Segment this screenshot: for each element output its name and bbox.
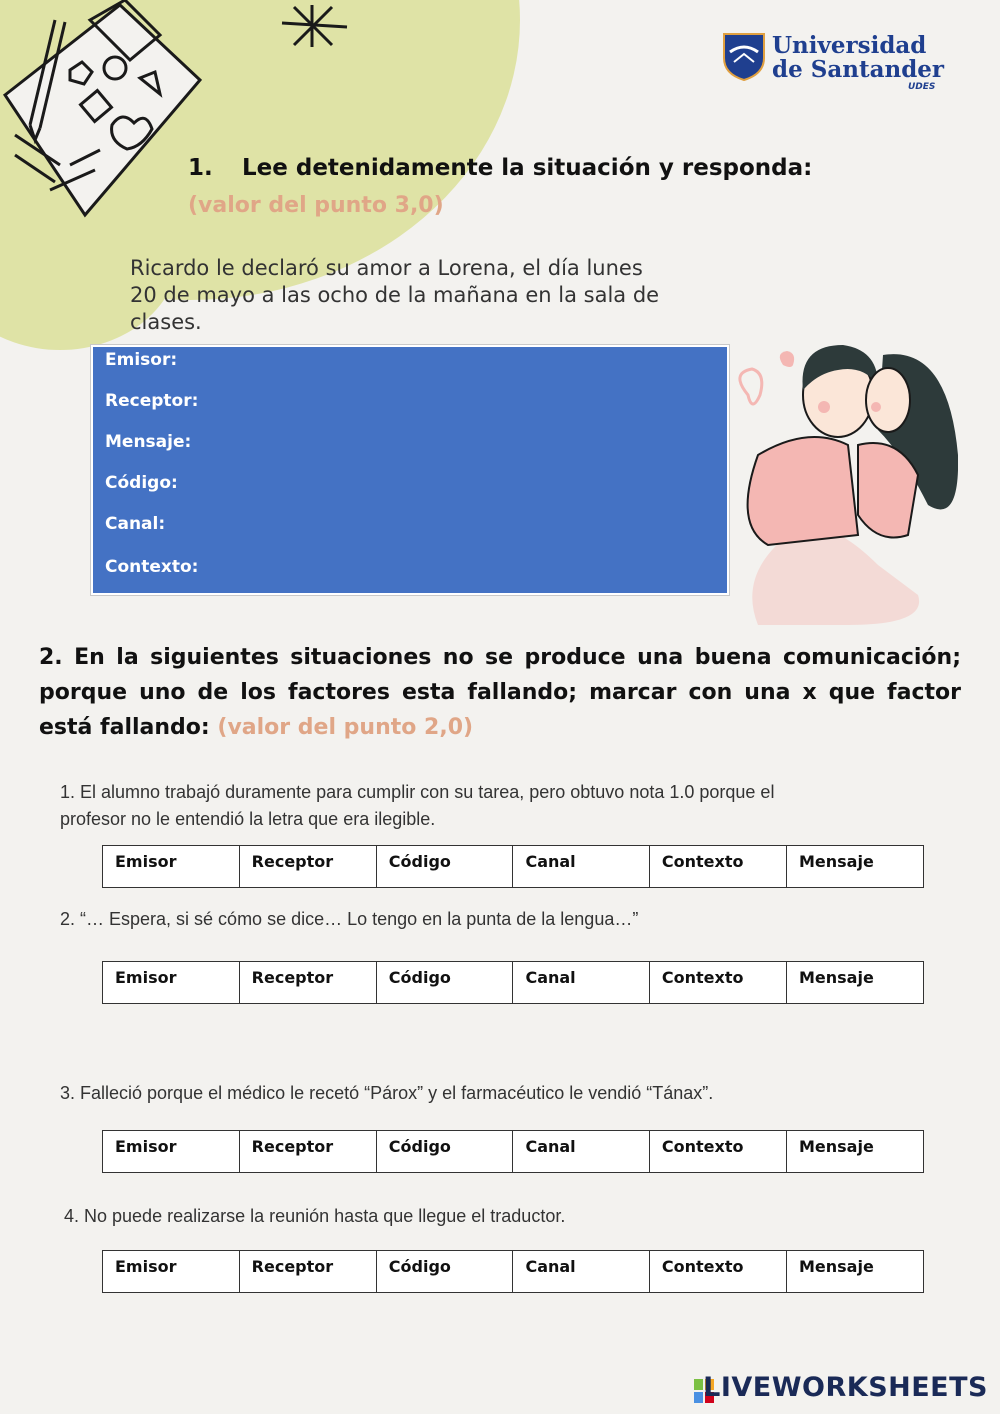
item-line: 2. “… Espera, si sé cómo se dice… Lo tengo en la punta de la lengua…” (60, 909, 639, 929)
field-codigo: Código: (105, 473, 178, 493)
item-line: 3. Falleció porque el médico le recetó “Párox” y el farmacéutico le vendió “Tánax”. (60, 1083, 714, 1103)
option-canal[interactable]: Canal (513, 1131, 649, 1173)
option-emisor[interactable]: Emisor (103, 1131, 240, 1173)
field-mensaje: Mensaje: (105, 432, 192, 452)
situation-line: Ricardo le declaró su amor a Lorena, el día lunes (130, 256, 643, 280)
option-canal[interactable]: Canal (513, 1251, 649, 1293)
university-acronym: UDES (908, 82, 936, 92)
field-receptor: Receptor: (105, 391, 199, 411)
field-emisor: Emisor: (105, 350, 178, 370)
option-contexto[interactable]: Contexto (649, 1251, 786, 1293)
option-canal[interactable]: Canal (513, 962, 649, 1004)
university-name-line1: Universidad (772, 32, 927, 59)
item-line: 4. No puede realizarse la reunión hasta que llegue el traductor. (64, 1206, 566, 1226)
option-mensaje[interactable]: Mensaje (786, 962, 923, 1004)
options-table-4 (102, 1250, 924, 1293)
section1-number: 1. (188, 155, 213, 181)
section1-points: (valor del punto 3,0) (188, 193, 444, 218)
situation-item-4 (64, 1203, 565, 1230)
option-mensaje[interactable]: Mensaje (786, 1251, 923, 1293)
option-receptor[interactable]: Receptor (239, 1131, 376, 1173)
option-receptor[interactable]: Receptor (239, 962, 376, 1004)
field-canal: Canal: (105, 514, 166, 534)
options-table-3 (102, 1130, 924, 1173)
option-mensaje[interactable]: Mensaje (786, 846, 923, 888)
option-emisor[interactable]: Emisor (103, 846, 240, 888)
options-table-2 (102, 961, 924, 1004)
option-receptor[interactable]: Receptor (239, 846, 376, 888)
star-doodle-icon (272, 5, 352, 55)
situation-item-1 (60, 779, 774, 833)
option-codigo[interactable]: Código (376, 1131, 513, 1173)
item-line: 1. El alumno trabajó duramente para cumplir con su tarea, pero obtuvo nota 1.0 porque el (60, 782, 775, 802)
option-codigo[interactable]: Código (376, 962, 513, 1004)
section1-heading (188, 155, 812, 181)
option-codigo[interactable]: Código (376, 846, 513, 888)
option-receptor[interactable]: Receptor (239, 1251, 376, 1293)
university-logo (718, 30, 948, 100)
item-line: profesor no le entendió la letra que era ilegible. (60, 809, 436, 829)
situation-item-3 (60, 1080, 713, 1107)
option-contexto[interactable]: Contexto (649, 962, 786, 1004)
field-contexto: Contexto: (105, 557, 199, 577)
couple-illustration (728, 335, 958, 625)
option-emisor[interactable]: Emisor (103, 1251, 240, 1293)
section2-text: 2. En la siguientes situaciones no se produce una buena comunicación; porque uno de los factores esta fallando; marcar con una x que factor está fallando: (39, 645, 961, 740)
situation-line: clases. (130, 310, 202, 334)
option-contexto[interactable]: Contexto (649, 1131, 786, 1173)
liveworksheets-brand: LIVEWORKSHEETS (703, 1372, 988, 1403)
option-codigo[interactable]: Código (376, 1251, 513, 1293)
section2-instructions (39, 640, 961, 745)
option-canal[interactable]: Canal (513, 846, 649, 888)
university-shield-icon (718, 30, 770, 82)
university-name-line2: de Santander (772, 56, 945, 83)
option-contexto[interactable]: Contexto (649, 846, 786, 888)
options-table-1 (102, 845, 924, 888)
situation-line: 20 de mayo a las ocho de la mañana en la sala de (130, 283, 660, 307)
option-mensaje[interactable]: Mensaje (786, 1131, 923, 1173)
section1-title: Lee detenidamente la situación y responda: (242, 155, 813, 181)
answer-box[interactable] (91, 345, 729, 595)
situation-item-2 (60, 906, 638, 933)
section2-points: (valor del punto 2,0) (217, 715, 474, 740)
clipboard-doodle-icon (0, 0, 210, 235)
option-emisor[interactable]: Emisor (103, 962, 240, 1004)
situation-text (130, 255, 810, 336)
